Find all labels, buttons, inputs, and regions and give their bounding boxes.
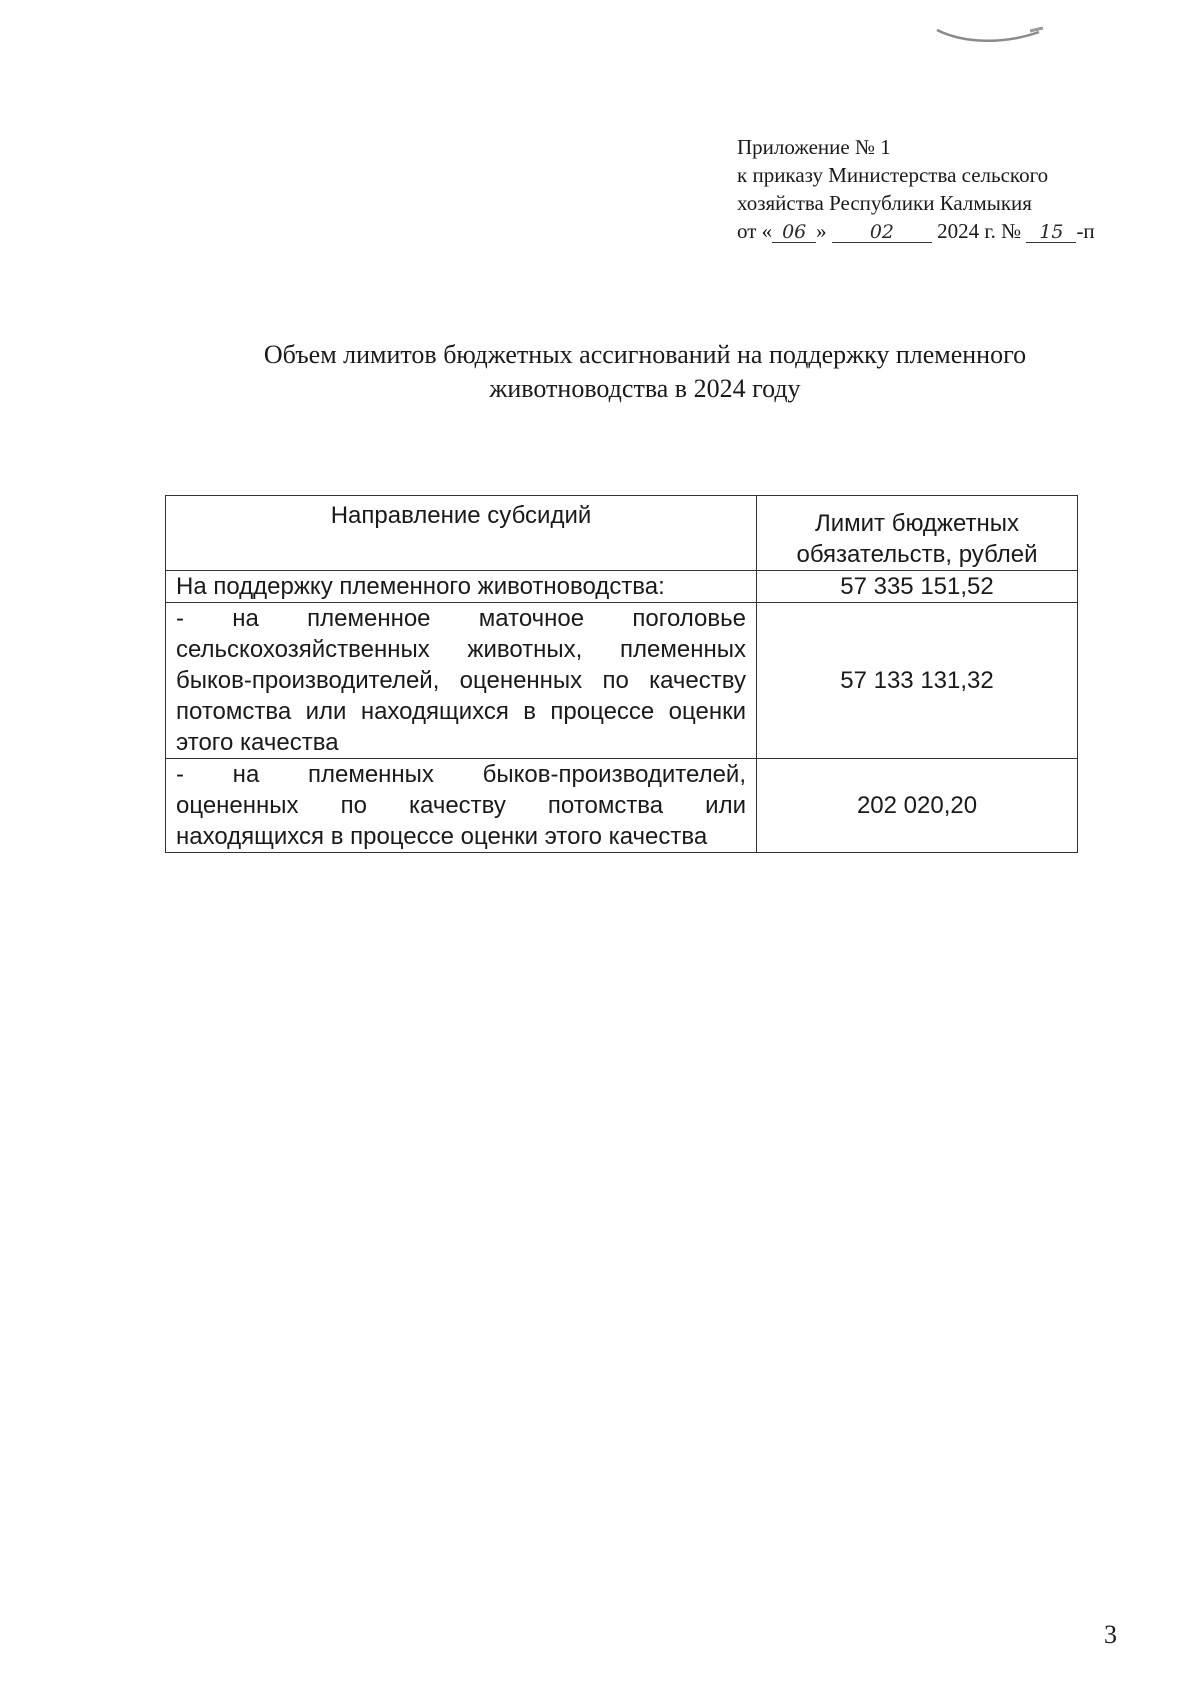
- row-3-limit: 202 020,20: [757, 759, 1078, 853]
- appendix-line-3: хозяйства Республики Калмыкия: [737, 191, 1032, 215]
- appendix-line-1: Приложение № 1: [737, 135, 891, 159]
- table-row: [166, 603, 1078, 759]
- date-prefix: от «: [737, 219, 773, 243]
- table-header-row: [166, 496, 1078, 571]
- row-1-direction: На поддержку племенного животноводства:: [166, 571, 757, 603]
- title-line-2: животноводства в 2024 году: [489, 374, 801, 403]
- order-number: 15: [1026, 222, 1076, 243]
- header-limit: Лимит бюджетных обязательств, рублей: [757, 496, 1078, 571]
- row-2-direction: - на племенное маточное поголовье сельскохозяйственных животных, племенных быков-производителей, оцененных по качеству потомства или находящихся в процессе оценки этого качества: [166, 603, 757, 759]
- row-2-limit: 57 133 131,32: [757, 603, 1078, 759]
- appendix-line-2: к приказу Министерства сельского: [737, 163, 1049, 187]
- date-day: 06: [772, 222, 816, 243]
- row-3-direction: - на племенных быков-производителей, оцененных по качеству потомства или находящихся в процессе оценки этого качества: [166, 759, 757, 853]
- date-mid: »: [816, 219, 827, 243]
- document-title: [165, 338, 1125, 406]
- order-suffix: -п: [1076, 219, 1095, 243]
- date-year: 2024 г. №: [937, 219, 1022, 243]
- table-row: [166, 571, 1078, 603]
- page-number: 3: [1104, 1620, 1117, 1649]
- appendix-date-line: [737, 217, 1095, 245]
- title-line-1: Объем лимитов бюджетных ассигнований на поддержку племенного: [263, 340, 1027, 369]
- table-row: [166, 759, 1078, 853]
- appendix-block: [737, 133, 1095, 245]
- date-month: 02: [832, 222, 932, 243]
- limits-table: [165, 495, 1078, 853]
- row-1-limit: 57 335 151,52: [757, 571, 1078, 603]
- scan-mark: [935, 22, 1045, 52]
- header-direction: Направление субсидий: [166, 496, 757, 571]
